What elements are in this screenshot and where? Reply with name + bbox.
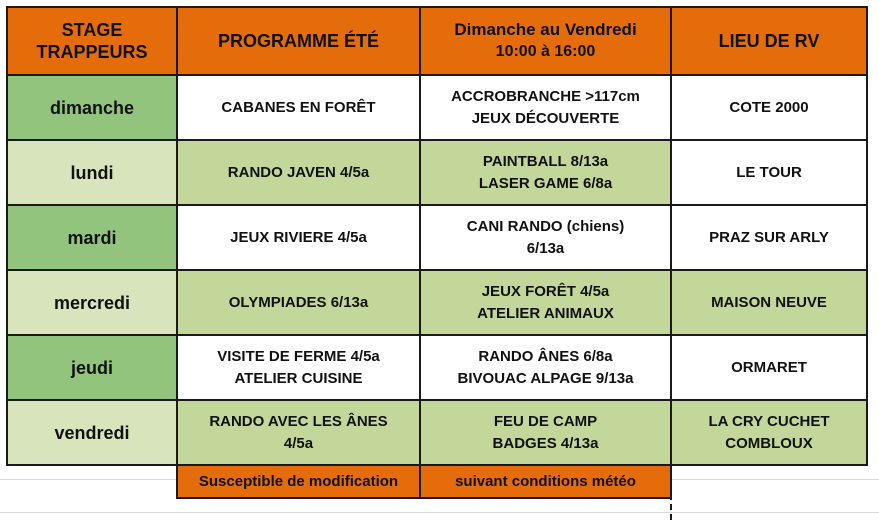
- activites-line: RANDO ÂNES 6/8a: [478, 347, 613, 365]
- programme-cell[interactable]: JEUX RIVIERE 4/5a: [177, 205, 420, 270]
- lieu-cell[interactable]: [671, 335, 867, 400]
- activites-cell[interactable]: [420, 140, 671, 205]
- page-break-line: [670, 6, 672, 520]
- activites-cell[interactable]: [420, 400, 671, 465]
- activites-line: JEUX DÉCOUVERTE: [471, 109, 620, 127]
- header-programme[interactable]: PROGRAMME ÉTÉ: [177, 7, 420, 75]
- table-row: [7, 140, 867, 205]
- programme-cell[interactable]: [177, 335, 420, 400]
- activites-cell[interactable]: [420, 75, 671, 140]
- footer-empty-cell: [671, 465, 867, 498]
- lieu-cell[interactable]: [671, 140, 867, 205]
- day-cell[interactable]: vendredi: [7, 400, 177, 465]
- header-schedule-days: Dimanche au Vendredi: [454, 20, 637, 39]
- day-cell[interactable]: mercredi: [7, 270, 177, 335]
- activites-line: BIVOUAC ALPAGE 9/13a: [457, 369, 634, 387]
- day-cell[interactable]: lundi: [7, 140, 177, 205]
- table-row: [7, 400, 867, 465]
- header-stage[interactable]: STAGE TRAPPEURS: [7, 7, 177, 75]
- programme-cell[interactable]: RANDO JAVEN 4/5a: [177, 140, 420, 205]
- day-cell[interactable]: jeudi: [7, 335, 177, 400]
- day-cell[interactable]: dimanche: [7, 75, 177, 140]
- lieu-line: ORMARET: [731, 358, 807, 376]
- programme-cell[interactable]: [177, 400, 420, 465]
- lieu-line: LA CRY CUCHET: [708, 412, 830, 430]
- activites-line: ACCROBRANCHE >117cm: [451, 87, 640, 105]
- table-row: [7, 270, 867, 335]
- footer-note-left[interactable]: Susceptible de modification: [177, 465, 420, 498]
- programme-cell[interactable]: OLYMPIADES 6/13a: [177, 270, 420, 335]
- lieu-cell[interactable]: [671, 205, 867, 270]
- activites-line: ATELIER ANIMAUX: [477, 304, 614, 322]
- gridline: [0, 512, 879, 513]
- lieu-line: MAISON NEUVE: [711, 293, 827, 311]
- footer-row: [7, 465, 867, 498]
- table-row: [7, 205, 867, 270]
- lieu-cell[interactable]: [671, 400, 867, 465]
- header-lieu[interactable]: LIEU DE RV: [671, 7, 867, 75]
- activites-line: JEUX FORÊT 4/5a: [481, 282, 610, 300]
- lieu-cell[interactable]: [671, 270, 867, 335]
- header-schedule-hours: 10:00 à 16:00: [495, 43, 596, 60]
- activites-line: CANI RANDO (chiens): [466, 217, 625, 235]
- programme-line: VISITE DE FERME 4/5a: [217, 347, 380, 365]
- table-row: [7, 75, 867, 140]
- table-row: [7, 335, 867, 400]
- activites-line: LASER GAME 6/8a: [478, 174, 613, 192]
- schedule-table: [6, 6, 868, 499]
- activites-cell[interactable]: [420, 335, 671, 400]
- activites-cell[interactable]: [420, 270, 671, 335]
- programme-line: RANDO AVEC LES ÂNES: [209, 412, 388, 430]
- programme-line: 4/5a: [283, 434, 314, 452]
- activites-line: PAINTBALL 8/13a: [482, 152, 609, 170]
- lieu-line: PRAZ SUR ARLY: [709, 228, 829, 246]
- lieu-line: COMBLOUX: [725, 434, 813, 452]
- footer-empty-cell: [7, 465, 177, 498]
- programme-cell[interactable]: CABANES EN FORÊT: [177, 75, 420, 140]
- lieu-line: COTE 2000: [729, 98, 809, 116]
- header-schedule[interactable]: [420, 7, 671, 75]
- footer-note-right[interactable]: suivant conditions météo: [420, 465, 671, 498]
- activites-line: 6/13a: [526, 239, 565, 257]
- activites-line: BADGES 4/13a: [492, 434, 599, 452]
- header-row: [7, 7, 867, 75]
- programme-line: ATELIER CUISINE: [234, 369, 363, 387]
- day-cell[interactable]: mardi: [7, 205, 177, 270]
- lieu-line: LE TOUR: [736, 163, 802, 181]
- lieu-cell[interactable]: [671, 75, 867, 140]
- activites-cell[interactable]: [420, 205, 671, 270]
- activites-line: FEU DE CAMP: [493, 412, 598, 430]
